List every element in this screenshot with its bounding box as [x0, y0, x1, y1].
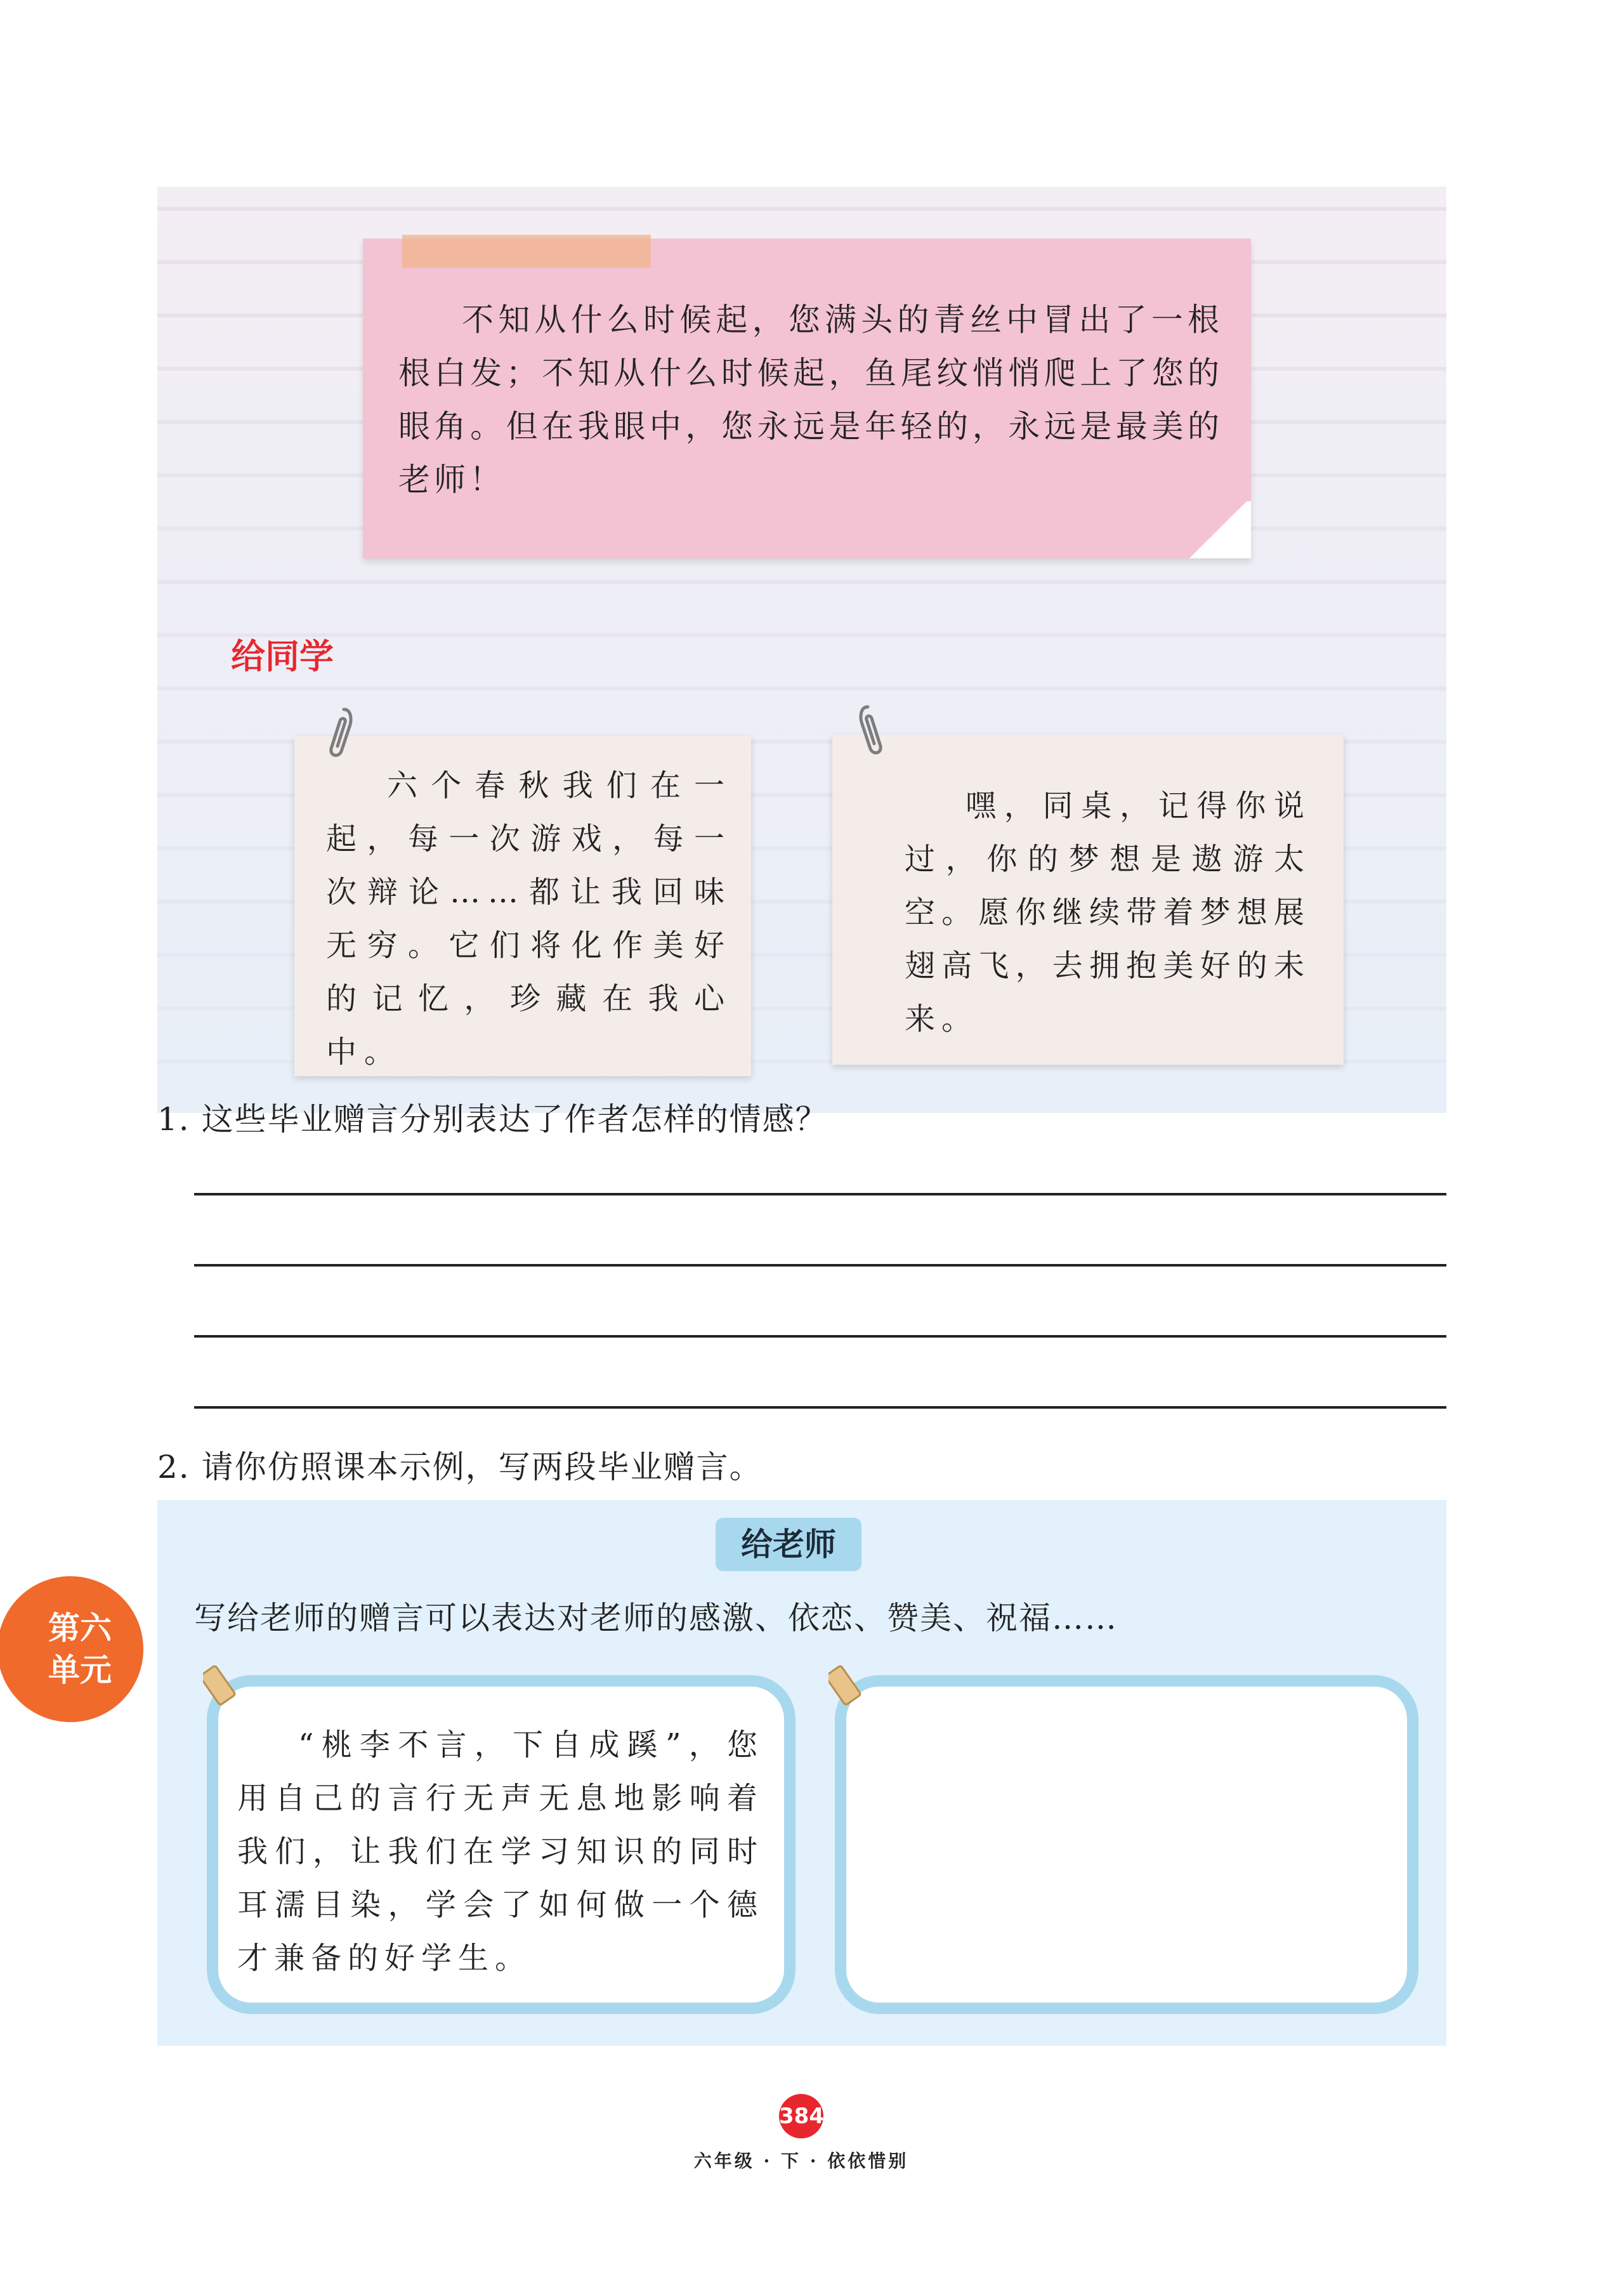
teacher-message-text: 不知从什么时候起，您满头的青丝中冒出了一根根白发；不知从什么时候起，鱼尾纹悄悄爬上了您的眼角。但在我眼中，您永远是年轻的，永远是最美的老师！	[398, 301, 1223, 498]
section-tag-teacher: 给老师	[716, 1518, 861, 1571]
sample-message-text: “桃李不言，下自成蹊”，您用自己的言行无声无息地影响着我们，让我们在学习知识的同时耳濡目染，学会了如何做一个德才兼备的好学生。	[237, 1727, 764, 1976]
answer-line[interactable]	[194, 1335, 1446, 1338]
section-heading-classmates: 给同学	[231, 636, 334, 676]
answer-line[interactable]	[194, 1193, 1446, 1195]
tape-strip	[402, 235, 651, 268]
unit-badge	[0, 1576, 143, 1722]
page-footer: 六年级 · 下 · 依依惜别	[693, 2150, 909, 2171]
paperclip-icon	[325, 706, 355, 760]
scroll-icon	[828, 1661, 869, 1706]
page-number: 384	[779, 2094, 823, 2138]
classmate-note-right-text: 嘿，同桌，记得你说过，你的梦想是遨游太空。愿你继续带着梦想展翅高飞，去拥抱美好的未来。	[905, 788, 1311, 1037]
teacher-section-intro: 写给老师的赠言可以表达对老师的感激、依恋、赞美、祝福……	[194, 1600, 1118, 1636]
page-curl	[1185, 501, 1251, 558]
answer-line[interactable]	[194, 1264, 1446, 1267]
question-1: 1. 这些毕业赠言分别表达了作者怎样的情感？	[157, 1101, 828, 1138]
answer-line[interactable]	[194, 1406, 1446, 1409]
paperclip-icon	[856, 703, 887, 758]
scroll-icon	[203, 1661, 244, 1706]
blank-message-card[interactable]	[835, 1675, 1418, 2014]
unit-badge-line1: 第六	[48, 1610, 112, 1647]
classmate-note-left-text: 六个春秋我们在一起，每一次游戏，每一次辩论……都让我回味无穷。它们将化作美好的记忆，珍藏在我心中。	[326, 768, 732, 1070]
unit-badge-line2: 单元	[48, 1652, 112, 1688]
question-2: 2. 请你仿照课本示例，写两段毕业赠言。	[157, 1449, 763, 1485]
